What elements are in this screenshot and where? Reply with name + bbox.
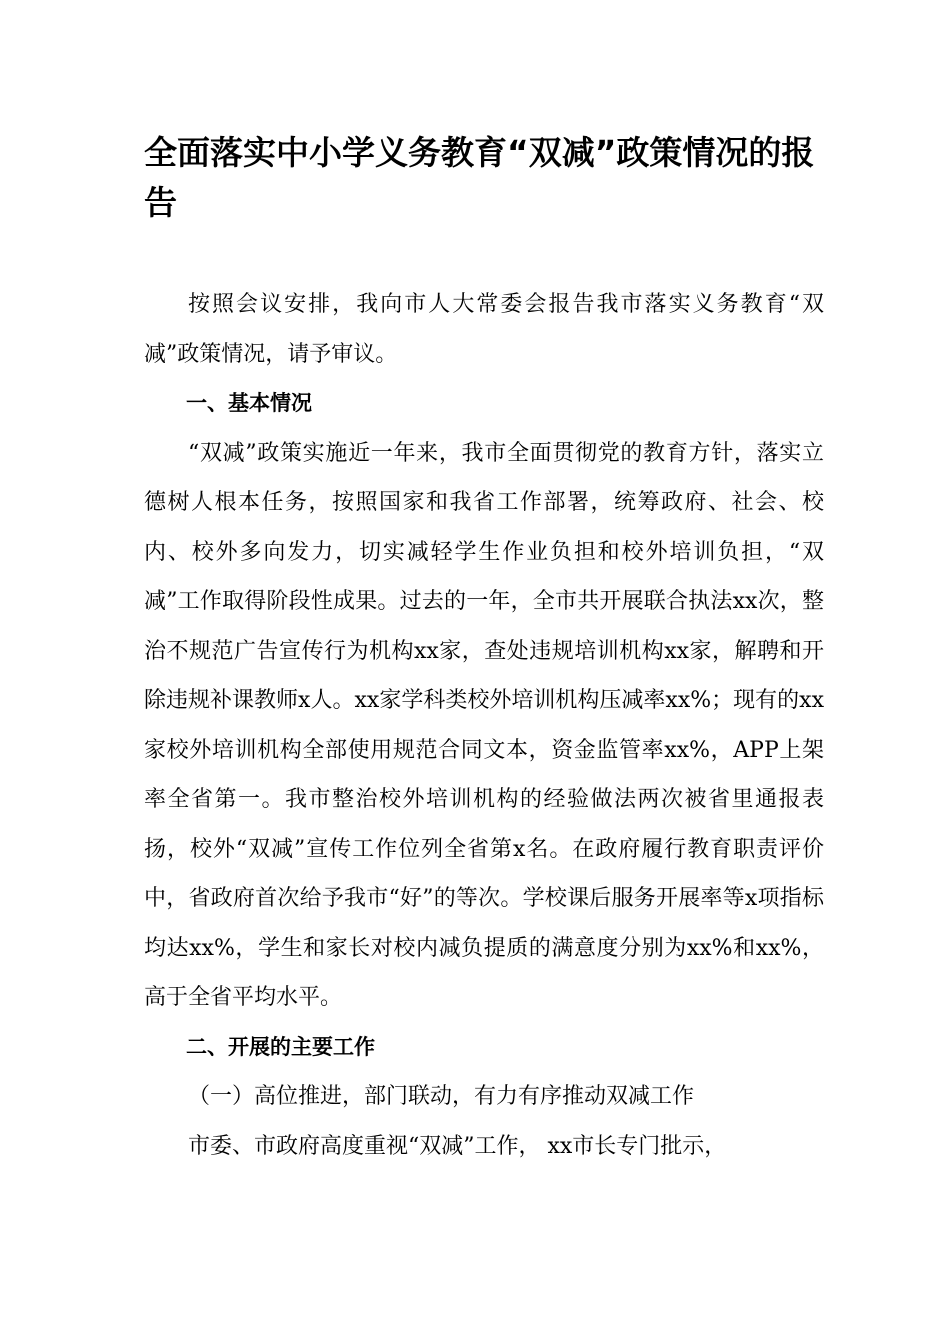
basic-situation-paragraph: “双减”政策实施近一年来，我市全面贯彻党的教育方针，落实立德树人根本任务，按照国家和我省工作部署，统筹政府、社会、校内、校外多向发力，切实减轻学生作业负担和校外培训负担，“双减”工作取得阶段性成果。过去的一年，全市共开展联合执法xx次，整治不规范广告宣传行为机构xx家，查处违规培训机构xx家，解聘和开除违规补课教师x人。xx家学科类校外培训机构压减率xx%；现有的xx家校外培训机构全部使用规范合同文本，资金监管率xx%，APP上架率全省第一。我市整治校外培训机构的经验做法两次被省里通报表扬，校外“双减”宣传工作位列全省第x名。在政府履行教育职责评价中，省政府首次给予我市“好”的等次。学校课后服务开展率等x项指标均达xx%，学生和家长对校内减负提质的满意度分别为xx%和xx%，高于全省平均水平。: [144, 440, 824, 1010]
document-body: [144, 280, 824, 1171]
intro-paragraph: 按照会议安排，我向市人大常委会报告我市落实义务教育“双减”政策情况，请予审议。: [144, 292, 824, 367]
subsection-paragraph: 市委、市政府高度重视“双减”工作， xx市长专门批示，: [188, 1133, 727, 1159]
document-title: 全面落实中小学义务教育“双减”政策情况的报告: [144, 133, 815, 222]
section-heading-main-work: 二、开展的主要工作: [186, 1034, 375, 1059]
subsection-heading-high-level-promotion: （一）高位推进，部门联动，有力有序推动双减工作: [188, 1084, 695, 1109]
section-heading-basic-situation: 一、基本情况: [186, 391, 312, 415]
